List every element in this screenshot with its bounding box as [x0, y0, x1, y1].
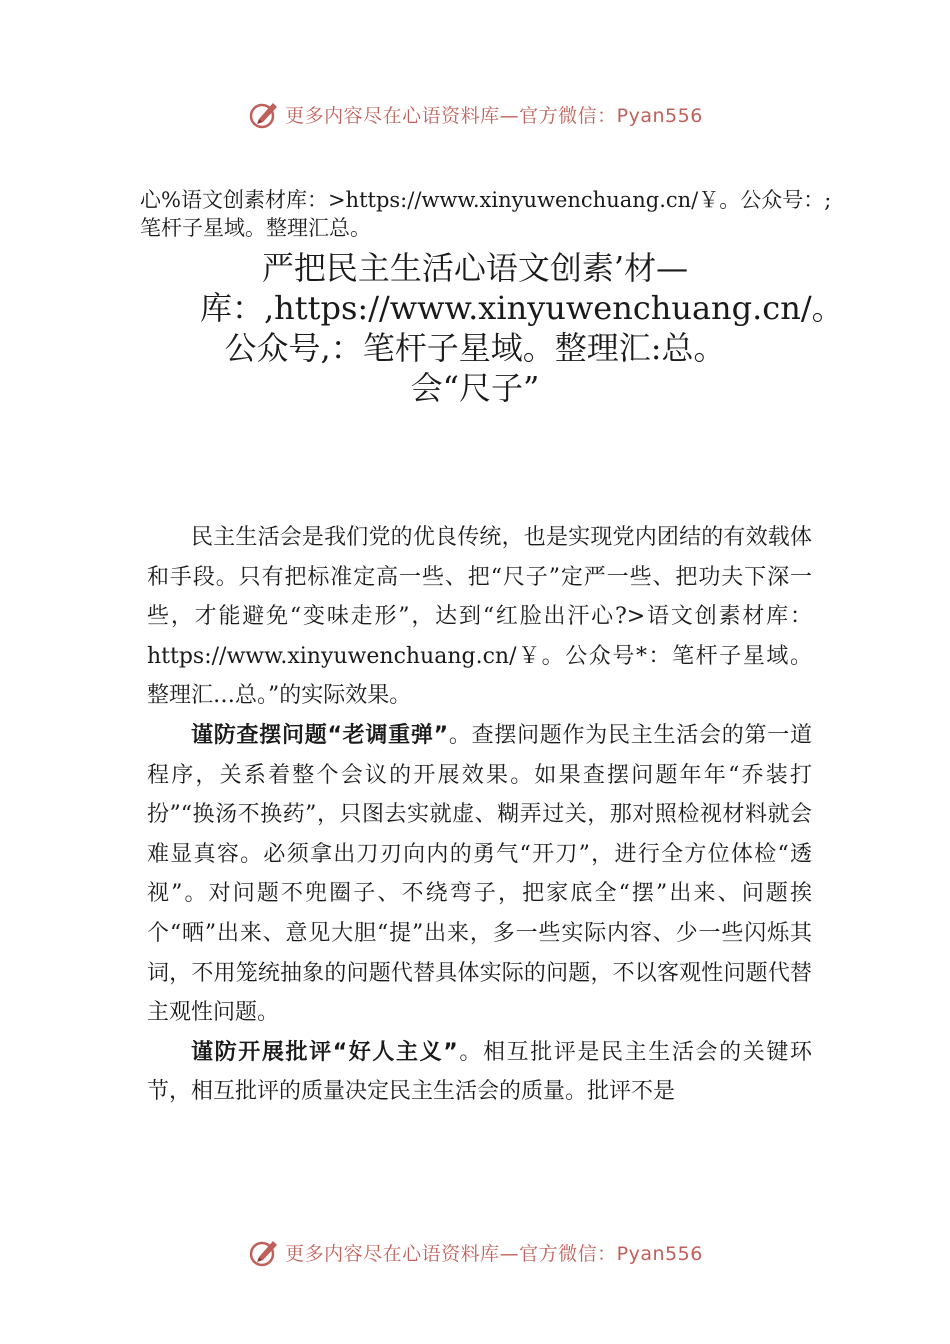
watermark-footer [0, 1232, 950, 1272]
document-body [147, 518, 812, 1112]
paragraph-text: 民主生活会是我们党的优良传统，也是实现党内团结的有效载体和手段。只有把标准定高一些、把“尺子”定严一些、把功夫下深一些，才能避免“变味走形”，达到“红脸出汗心?>语文创素材库：https://www.xinyuwenchuang.cn/￥。公众号*：笔杆子星域。整理汇…总。”的实际效果。 [147, 525, 812, 709]
paragraph-text: 。相互批评是民主生活会的关键环节，相互批评的质量决定民主生活会的质量。批评不是 [147, 1039, 812, 1105]
watermark-text: 更多内容尽在心语资料库—官方微信：Pyan556 [285, 1242, 703, 1265]
watermark-header [0, 94, 950, 134]
pen-nib-logo-icon [247, 1235, 281, 1269]
watermark-text: 更多内容尽在心语资料库—官方微信：Pyan556 [285, 104, 703, 127]
paragraph [147, 1033, 812, 1112]
paragraph-heading: 谨防查摆问题“老调重弹” [191, 722, 449, 748]
paragraph [147, 518, 812, 716]
pen-nib-logo-icon [247, 97, 281, 131]
paragraph [147, 716, 812, 1033]
paragraph-heading: 谨防开展批评“好人主义” [191, 1039, 458, 1065]
intro-line: 心%语文创素材库：>https://www.xinyuwenchuang.cn/￥。公众号：;笔杆子星域。整理汇总。 [140, 188, 832, 240]
paragraph-text: 。查摆问题作为民主生活会的第一道程序，关系着整个会议的开展效果。如果查摆问题年年“乔装打扮”“换汤不换药”，只图去实就虚、糊弄过关，那对照检视材料就会难显真容。必须拿出刀刃向内的勇气“开刀”，进行全方位体检“透视”。对问题不兜圈子、不绕弯子，把家底全“摆”出来、问题挨个“晒”出来、意见大胆“提”出来，多一些实际内容、少一些闪烁其词，不用笼统抽象的问题代替具体实际的问题，不以客观性问题代替主观性问题。 [147, 722, 812, 1026]
document-title: 严把民主生活心语文创素’材—库：,https://www.xinyuwenchuang.cn/。公众号,：笔杆子星域。整理汇:总。会“尺子” [200, 249, 844, 407]
